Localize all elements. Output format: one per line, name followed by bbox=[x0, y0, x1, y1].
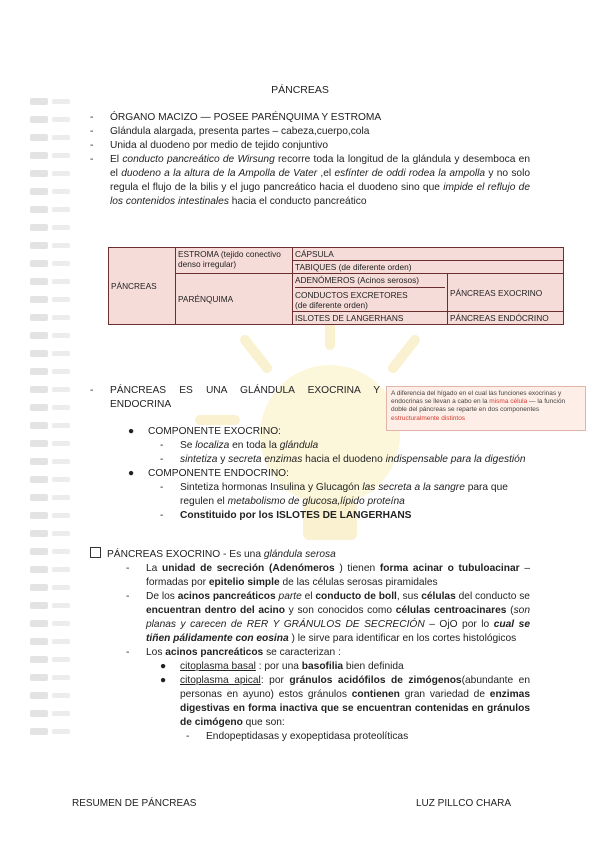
table-cell: ESTROMA (tejido conectivo denso irregular) bbox=[176, 248, 293, 274]
table-cell-text: CONDUCTOS EXCRETORES bbox=[295, 290, 408, 300]
binder-mark bbox=[30, 332, 72, 339]
binder-mark bbox=[30, 548, 72, 555]
binder-mark bbox=[30, 314, 72, 321]
binder-mark bbox=[30, 566, 72, 573]
binder-mark bbox=[30, 116, 72, 123]
binder-mark bbox=[30, 440, 72, 447]
binder-mark bbox=[30, 512, 72, 519]
structure-table bbox=[108, 247, 564, 325]
list-item: ● citoplasma basal : por una basofilia bien definida bbox=[160, 661, 404, 672]
table-cell: PÁNCREAS EXOCRINO bbox=[448, 274, 564, 312]
list-item: ● COMPONENTE EXOCRINO: bbox=[128, 426, 282, 437]
list-item: ● citoplasma apical: por gránulos acidófilos de zimógenos(abundante en personas en ayuno) estos gránulos contienen gran variedad de enzimas digestivas en forma inactiva que se encuentran contenidas en gránulos de cimógeno que son: bbox=[160, 675, 530, 728]
binder-mark bbox=[30, 278, 72, 285]
gland-type-item bbox=[90, 384, 380, 412]
binder-mark bbox=[30, 728, 72, 735]
components-list bbox=[128, 425, 538, 523]
binder-mark bbox=[30, 170, 72, 177]
exocrine-section bbox=[90, 547, 530, 744]
binder-mark bbox=[30, 260, 72, 267]
list-item: - Sintetiza hormonas Insulina y Glucagón las secreta a la sangre para que regulen el metabolismo de glucosa,lípido proteína bbox=[160, 482, 508, 507]
list-item: - Se localiza en toda la glándula bbox=[160, 440, 319, 451]
binder-mark bbox=[30, 242, 72, 249]
binder-mark bbox=[30, 458, 72, 465]
binder-mark bbox=[30, 494, 72, 501]
footer-right: LUZ PILLCO CHARA bbox=[416, 798, 512, 809]
binder-mark bbox=[30, 188, 72, 195]
section-heading: PÁNCREAS EXOCRINO - Es una glándula serosa bbox=[90, 547, 530, 562]
table-cell-text: (de diferente orden) bbox=[295, 300, 368, 310]
binder-mark bbox=[30, 224, 72, 231]
binder-mark bbox=[30, 350, 72, 357]
comment-note: A diferencia del hígado en el cual las funciones exocrinas y endocrinas se llevan a cabo en la misma célula — la función doble del páncreas se reparte en dos componentes estructuralmente distintos bbox=[386, 386, 586, 431]
binder-mark bbox=[30, 602, 72, 609]
binder-mark bbox=[30, 368, 72, 375]
binder-mark bbox=[30, 710, 72, 717]
list-item: - Constituido por los ISLOTES DE LANGERHANS bbox=[160, 510, 412, 521]
binder-margin-marks bbox=[30, 98, 72, 746]
binder-mark bbox=[30, 692, 72, 699]
binder-mark bbox=[30, 386, 72, 393]
list-item: - Endopeptidasas y exopeptidasa proteolíticas bbox=[186, 731, 409, 742]
list-item: ● COMPONENTE ENDOCRINO: bbox=[128, 468, 289, 479]
binder-mark bbox=[30, 476, 72, 483]
list-item: - De los acinos pancreáticos parte el conducto de boll, sus células del conducto se encuentran dentro del acino y son conocidos como células centroacinares (son planas y carecen de RER Y GRÁNULOS DE SECRECIÓN – OjO por lo cual se tiñen pálidamente con eosina ) le sirve para identificar en los cortes histológicos bbox=[126, 591, 530, 644]
binder-mark bbox=[30, 404, 72, 411]
list-item: - PÁNCREAS ES UNA GLÁNDULA EXOCRINA Y ENDOCRINA bbox=[90, 385, 380, 410]
list-item: - sintetiza y secreta enzimas hacia el duodeno indispensable para la digestión bbox=[160, 454, 526, 465]
table-cell bbox=[293, 274, 448, 312]
list-item: - La unidad de secreción (Adenómeros ) tienen forma acinar o tubuloacinar – formadas por epitelio simple de las células serosas piramidales bbox=[126, 563, 530, 588]
binder-mark bbox=[30, 422, 72, 429]
binder-mark bbox=[30, 152, 72, 159]
list-item: - Los acinos pancreáticos se caracterizan : bbox=[126, 647, 341, 658]
binder-mark bbox=[30, 638, 72, 645]
table-cell: PÁNCREAS ENDÓCRINO bbox=[448, 312, 564, 325]
checkbox-icon[interactable] bbox=[90, 547, 101, 558]
table-cell: TABIQUES (de diferente orden) bbox=[293, 261, 564, 274]
list-item: - ÓRGANO MACIZO — POSEE PARÉNQUIMA Y ESTROMA bbox=[90, 112, 382, 123]
list-item: - El conducto pancreático de Wirsung recorre toda la longitud de la glándula y desemboca en el duodeno a la altura de la Ampolla de Vater ,el esfínter de oddi rodea la ampolla y no solo regula el flujo de la bilis y el jugo pancreático hacia el duodeno sino que impide el reflujo de los contenidos intestinales hacia el conducto pancreático bbox=[90, 154, 531, 207]
binder-mark bbox=[30, 620, 72, 627]
binder-mark bbox=[30, 134, 72, 141]
list-item: - Unida al duodeno por medio de tejido conjuntivo bbox=[90, 140, 329, 151]
page-title: PÁNCREAS bbox=[271, 84, 329, 96]
binder-mark bbox=[30, 296, 72, 303]
table-cell: CÁPSULA bbox=[293, 248, 564, 261]
binder-mark bbox=[30, 206, 72, 213]
binder-mark bbox=[30, 584, 72, 591]
binder-mark bbox=[30, 98, 72, 105]
binder-mark bbox=[30, 674, 72, 681]
binder-mark bbox=[30, 656, 72, 663]
table-cell: PARÉNQUIMA bbox=[176, 274, 293, 325]
intro-list bbox=[90, 111, 530, 209]
table-cell: ISLOTES DE LANGERHANS bbox=[293, 312, 448, 325]
table-cell: PÁNCREAS bbox=[109, 248, 176, 325]
table-cell-text: ADENÓMEROS (Acinos serosos) bbox=[295, 275, 445, 288]
binder-mark bbox=[30, 530, 72, 537]
list-item: - Glándula alargada, presenta partes – cabeza,cuerpo,cola bbox=[90, 126, 370, 137]
footer-left: RESUMEN DE PÁNCREAS bbox=[72, 798, 197, 809]
